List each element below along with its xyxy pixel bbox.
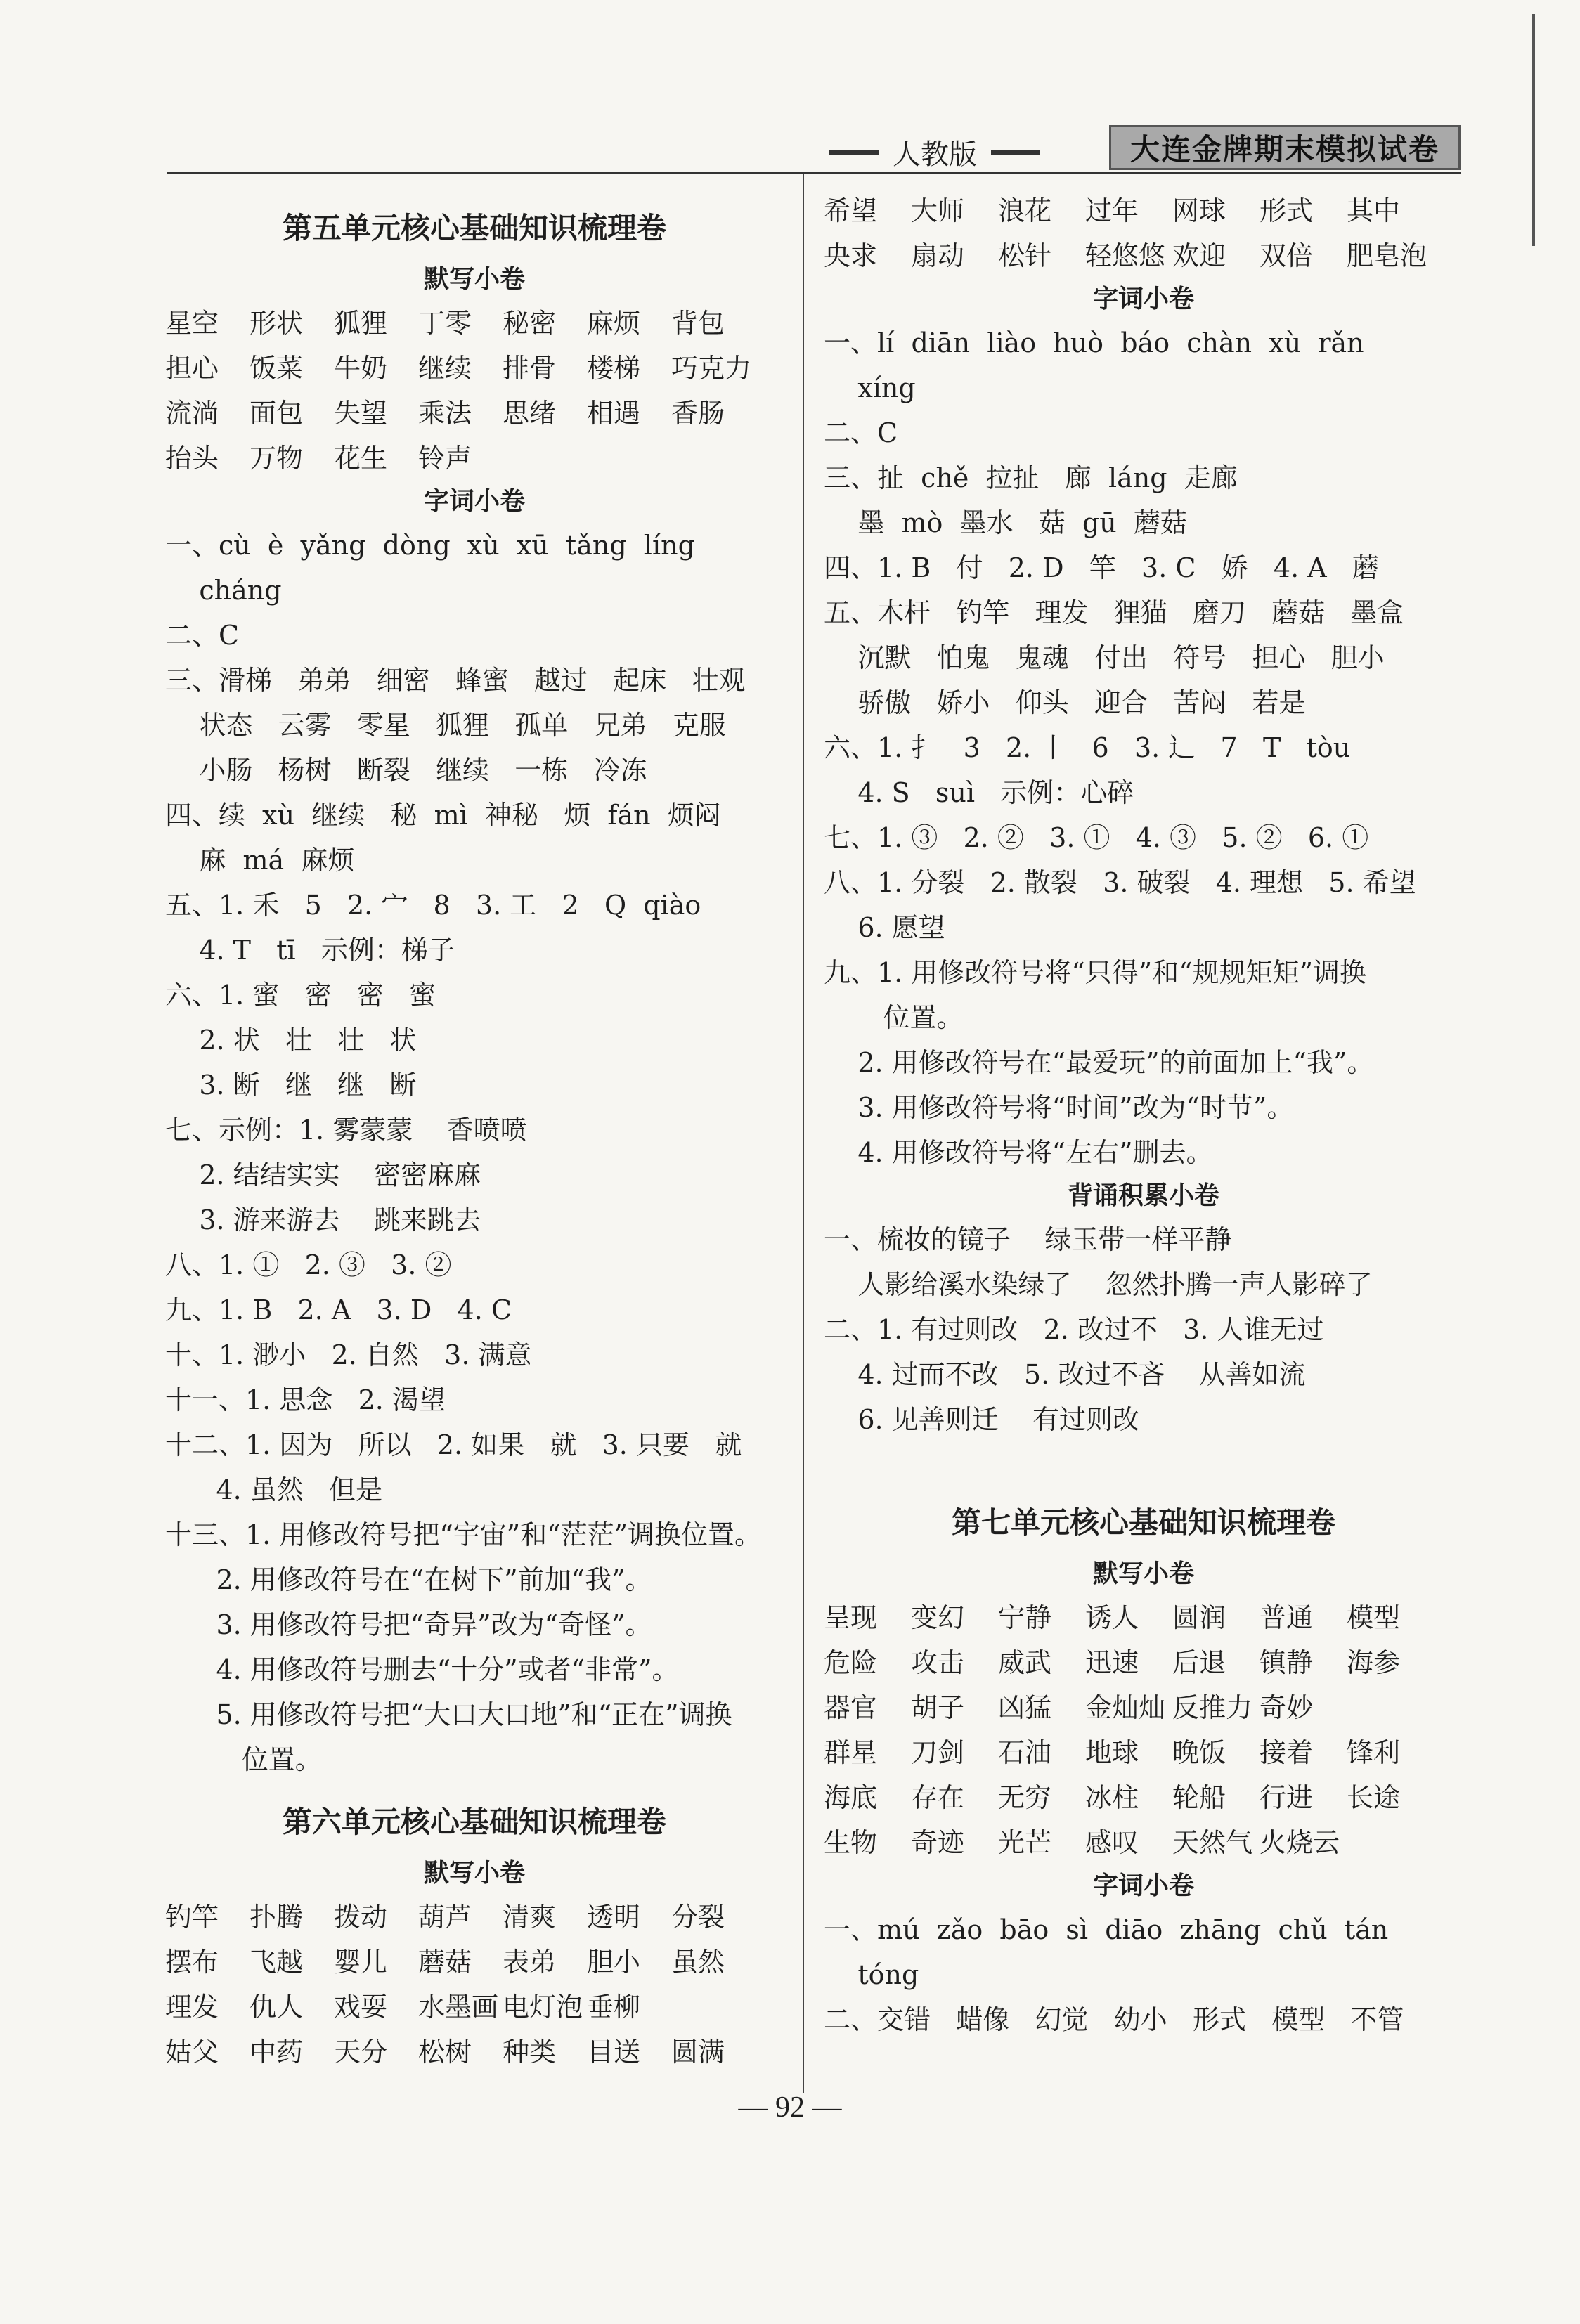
answer-line: 十、1. 渺小 2. 自然 3. 满意 xyxy=(165,1339,532,1370)
answer-line: 2. 用修改符号在“在树下”前加“我”。 xyxy=(165,1564,652,1595)
dictation-word: 双倍 xyxy=(1260,240,1314,271)
answer-line: 一、cù è yǎng dòng xù xū tǎng líng xyxy=(165,530,695,561)
unit7-dictation-grid xyxy=(824,1595,1463,1865)
dictation-word: 奇迹 xyxy=(911,1827,965,1858)
left-column xyxy=(165,188,784,2075)
dictation-word: 感叹 xyxy=(1085,1827,1139,1858)
answer-line: 四、1. B 付 2. D 竿 3. C 娇 4. A 蘑 xyxy=(824,552,1379,583)
dictation-word: 虽然 xyxy=(671,1947,725,1978)
edition-label: 人教版 xyxy=(893,138,977,171)
answer-line: 五、1. 禾 5 2. 宀 8 3. 工 2 Q qiào xyxy=(165,890,701,921)
dictation-word: 背包 xyxy=(671,308,725,339)
answer-line: 一、梳妆的镜子 绿玉带一样平静 xyxy=(824,1224,1232,1255)
answer-line: 七、1. ③ 2. ② 3. ① 4. ③ 5. ② 6. ① xyxy=(824,822,1369,853)
header-bar-left xyxy=(829,150,879,155)
unit5-title: 第五单元核心基础知识梳理卷 xyxy=(282,211,666,245)
unit6-title: 第六单元核心基础知识梳理卷 xyxy=(282,1805,666,1839)
dictation-word: 仇人 xyxy=(250,1992,304,2023)
answer-line: 一、lí diān liào huò báo chàn xù rǎn xyxy=(824,327,1364,358)
dictation-word: 扑腾 xyxy=(250,1902,304,1933)
dictation-word: 圆润 xyxy=(1172,1602,1226,1633)
answer-line: 七、示例：1. 雾蒙蒙 香喷喷 xyxy=(165,1115,527,1145)
dictation-word: 麻烦 xyxy=(587,308,641,339)
unit7-dictation-title: 默写小卷 xyxy=(1092,1559,1194,1588)
dictation-word: 圆满 xyxy=(671,2037,725,2067)
dictation-word: 戏耍 xyxy=(334,1992,388,2023)
dictation-row xyxy=(165,2030,784,2075)
dictation-word: 松树 xyxy=(418,2037,472,2067)
answer-line: 位置。 xyxy=(165,1744,322,1775)
unit6-dictation-grid-cont xyxy=(824,188,1463,278)
answer-line: 6. 愿望 xyxy=(824,912,945,943)
dictation-word: 乘法 xyxy=(418,398,472,429)
column-divider xyxy=(803,174,804,2093)
answer-line: 4. 过而不改 5. 改过不吝 从善如流 xyxy=(824,1359,1306,1390)
unit7-answers xyxy=(824,1907,1463,2042)
dictation-word: 星空 xyxy=(165,308,219,339)
answer-line: 十一、1. 思念 2. 渴望 xyxy=(165,1384,446,1415)
dictation-word: 呈现 xyxy=(824,1602,878,1633)
dictation-word: 摆布 xyxy=(165,1947,219,1978)
dictation-row xyxy=(165,301,784,346)
dictation-word: 镇静 xyxy=(1260,1647,1314,1678)
dictation-row xyxy=(165,346,784,391)
dictation-word: 目送 xyxy=(587,2037,641,2067)
dictation-word: 理发 xyxy=(165,1992,219,2023)
dictation-word: 希望 xyxy=(824,195,878,226)
unit7-words-title: 字词小卷 xyxy=(1092,1871,1194,1900)
answer-line: 八、1. ① 2. ③ 3. ② xyxy=(165,1249,452,1280)
dictation-word: 央求 xyxy=(824,240,878,271)
answer-line: 3. 用修改符号把“奇异”改为“奇怪”。 xyxy=(165,1609,652,1640)
unit5-words-title: 字词小卷 xyxy=(423,487,525,516)
dictation-word: 冰柱 xyxy=(1085,1782,1139,1813)
dictation-word: 扇动 xyxy=(911,240,965,271)
answer-line: 二、1. 有过则改 2. 改过不 3. 人谁无过 xyxy=(824,1314,1324,1345)
dictation-word: 思绪 xyxy=(503,398,557,429)
answer-line: 4. 用修改符号删去“十分”或者“非常”。 xyxy=(165,1654,679,1685)
dictation-row xyxy=(824,1595,1463,1640)
dictation-word: 蘑菇 xyxy=(418,1947,472,1978)
dictation-word: 牛奶 xyxy=(334,353,388,384)
answer-line: 人影给溪水染绿了 忽然扑腾一声人影碎了 xyxy=(824,1269,1373,1300)
dictation-word: 面包 xyxy=(250,398,304,429)
dictation-word: 形状 xyxy=(250,308,304,339)
answer-line: 2. 用修改符号在“最爱玩”的前面加上“我”。 xyxy=(824,1047,1374,1078)
dictation-word: 网球 xyxy=(1172,195,1226,226)
dictation-word: 后退 xyxy=(1172,1647,1226,1678)
unit6-words-title: 字词小卷 xyxy=(1092,285,1194,313)
dictation-word: 万物 xyxy=(250,443,304,474)
dictation-word: 过年 xyxy=(1085,195,1139,226)
dictation-row xyxy=(165,1985,784,2030)
dictation-word: 晚饭 xyxy=(1172,1737,1226,1768)
answer-line: 十三、1. 用修改符号把“宇宙”和“茫茫”调换位置。 xyxy=(165,1519,762,1550)
answer-line: 位置。 xyxy=(824,1002,964,1033)
page-number: — 92 — xyxy=(738,2091,842,2124)
unit6-dictation-title: 默写小卷 xyxy=(423,1859,525,1888)
page-edge-line xyxy=(1532,14,1535,246)
dictation-row xyxy=(165,436,784,481)
answer-line: 二、交错 蜡像 幻觉 幼小 形式 模型 不管 xyxy=(824,2004,1404,2035)
dictation-word: 垂柳 xyxy=(587,1992,641,2023)
dictation-word: 火烧云 xyxy=(1260,1827,1340,1858)
dictation-word: 其中 xyxy=(1347,195,1401,226)
dictation-word: 种类 xyxy=(503,2037,557,2067)
dictation-word: 飞越 xyxy=(250,1947,304,1978)
header-rule xyxy=(167,172,1461,174)
series-badge xyxy=(1109,125,1461,170)
dictation-word: 浪花 xyxy=(998,195,1052,226)
answer-line: 3. 游来游去 跳来跳去 xyxy=(165,1205,481,1235)
dictation-word: 攻击 xyxy=(911,1647,965,1678)
dictation-word: 天分 xyxy=(334,2037,388,2067)
dictation-word: 无穷 xyxy=(998,1782,1052,1813)
dictation-word: 胡子 xyxy=(911,1692,965,1723)
answer-line: 九、1. 用修改符号将“只得”和“规规矩矩”调换 xyxy=(824,957,1367,988)
dictation-row xyxy=(824,1685,1463,1730)
dictation-word: 地球 xyxy=(1085,1737,1139,1768)
dictation-row xyxy=(824,1820,1463,1865)
dictation-word: 大师 xyxy=(911,195,965,226)
dictation-word: 中药 xyxy=(250,2037,304,2067)
answer-line: 4. 虽然 但是 xyxy=(165,1474,383,1505)
dictation-word: 刀剑 xyxy=(911,1737,965,1768)
answer-line: 沉默 怕鬼 鬼魂 付出 符号 担心 胆小 xyxy=(824,642,1385,673)
answer-line: 3. 断 继 继 断 xyxy=(165,1070,417,1101)
answer-line: 三、滑梯 弟弟 细密 蜂蜜 越过 起床 壮观 xyxy=(165,665,746,696)
answer-line: 5. 用修改符号把“大口大口地”和“正在”调换 xyxy=(165,1699,732,1730)
dictation-word: 相遇 xyxy=(587,398,641,429)
dictation-word: 欢迎 xyxy=(1172,240,1226,271)
dictation-word: 花生 xyxy=(334,443,388,474)
answer-line: 三、扯 chě 拉扯 廊 láng 走廊 xyxy=(824,462,1238,493)
answer-line: 二、C xyxy=(165,620,240,651)
unit7-title: 第七单元核心基础知识梳理卷 xyxy=(951,1505,1335,1540)
dictation-word: 群星 xyxy=(824,1737,878,1768)
unit6-recite-answers xyxy=(824,1217,1463,1442)
dictation-word: 海底 xyxy=(824,1782,878,1813)
dictation-word: 分裂 xyxy=(671,1902,725,1933)
dictation-word: 普通 xyxy=(1260,1602,1314,1633)
dictation-word: 肥皂泡 xyxy=(1347,240,1427,271)
dictation-word: 行进 xyxy=(1260,1782,1314,1813)
dictation-word: 秘密 xyxy=(503,308,557,339)
dictation-word: 排骨 xyxy=(503,353,557,384)
answer-line: 6. 见善则迁 有过则改 xyxy=(824,1404,1139,1435)
dictation-word: 接着 xyxy=(1260,1737,1314,1768)
dictation-word: 流淌 xyxy=(165,398,219,429)
dictation-word: 担心 xyxy=(165,353,219,384)
dictation-word: 石油 xyxy=(998,1737,1052,1768)
dictation-word: 抬头 xyxy=(165,443,219,474)
dictation-word: 奇妙 xyxy=(1260,1692,1314,1723)
dictation-word: 表弟 xyxy=(503,1947,557,1978)
answer-line: 状态 云雾 零星 狐狸 孤单 兄弟 克服 xyxy=(165,710,726,741)
header-bar-right xyxy=(991,150,1040,155)
dictation-row xyxy=(165,1895,784,1940)
dictation-word: 拨动 xyxy=(334,1902,388,1933)
answer-line: 六、1. 扌 3 2. 丨 6 3. 辶 7 T tòu xyxy=(824,732,1351,763)
dictation-row xyxy=(165,391,784,436)
dictation-word: 存在 xyxy=(911,1782,965,1813)
answer-line: 麻 má 麻烦 xyxy=(165,845,355,876)
dictation-word: 迅速 xyxy=(1085,1647,1139,1678)
dictation-word: 轻悠悠 xyxy=(1085,240,1166,271)
dictation-word: 葫芦 xyxy=(418,1902,472,1933)
dictation-word: 婴儿 xyxy=(334,1947,388,1978)
answer-line: 八、1. 分裂 2. 散裂 3. 破裂 4. 理想 5. 希望 xyxy=(824,867,1416,898)
dictation-word: 姑父 xyxy=(165,2037,219,2067)
dictation-word: 危险 xyxy=(824,1647,878,1678)
answer-line: 一、mú zǎo bāo sì diāo zhāng chǔ tán xyxy=(824,1914,1389,1945)
dictation-word: 轮船 xyxy=(1172,1782,1226,1813)
dictation-row xyxy=(824,1775,1463,1820)
right-column xyxy=(824,188,1463,2042)
dictation-word: 胆小 xyxy=(587,1947,641,1978)
answer-line: 墨 mò 墨水 菇 gū 蘑菇 xyxy=(824,507,1187,538)
dictation-word: 钓竿 xyxy=(165,1902,219,1933)
answer-line: 小肠 杨树 断裂 继续 一栋 冷冻 xyxy=(165,755,647,786)
answer-line: 九、1. B 2. A 3. D 4. C xyxy=(165,1294,512,1325)
dictation-row xyxy=(824,233,1463,278)
dictation-word: 天然气 xyxy=(1172,1827,1253,1858)
dictation-word: 锋利 xyxy=(1347,1737,1401,1768)
dictation-word: 器官 xyxy=(824,1692,878,1723)
dictation-word: 清爽 xyxy=(503,1902,557,1933)
dictation-word: 凶猛 xyxy=(998,1692,1052,1723)
dictation-word: 透明 xyxy=(587,1902,641,1933)
dictation-word: 变幻 xyxy=(911,1602,965,1633)
dictation-word: 海参 xyxy=(1347,1647,1401,1678)
unit6-recite-title: 背诵积累小卷 xyxy=(1067,1181,1219,1210)
header-edition xyxy=(829,132,1040,172)
answer-line: 骄傲 娇小 仰头 迎合 苦闷 若是 xyxy=(824,687,1306,718)
answer-line: 二、C xyxy=(824,417,898,448)
dictation-row xyxy=(824,188,1463,233)
answer-line: 3. 用修改符号将“时间”改为“时节”。 xyxy=(824,1092,1294,1123)
answer-line: 4. S suì 示例：心碎 xyxy=(824,777,1134,808)
dictation-word: 丁零 xyxy=(418,308,472,339)
answer-line: cháng xyxy=(165,575,282,606)
dictation-row xyxy=(165,1940,784,1985)
answer-line: 五、木杆 钓竿 理发 狸猫 磨刀 蘑菇 墨盒 xyxy=(824,597,1404,628)
dictation-word: 反推力 xyxy=(1172,1692,1253,1723)
dictation-word: 形式 xyxy=(1260,195,1314,226)
unit5-dictation-title: 默写小卷 xyxy=(423,265,525,294)
dictation-word: 铃声 xyxy=(418,443,472,474)
answer-line: xíng xyxy=(824,372,916,403)
dictation-word: 金灿灿 xyxy=(1085,1692,1166,1723)
answer-line: 4. 用修改符号将“左右”删去。 xyxy=(824,1137,1213,1168)
dictation-word: 巧克力 xyxy=(671,353,752,384)
dictation-word: 诱人 xyxy=(1085,1602,1139,1633)
dictation-row xyxy=(824,1640,1463,1685)
dictation-word: 饭菜 xyxy=(250,353,304,384)
answer-line: 十二、1. 因为 所以 2. 如果 就 3. 只要 就 xyxy=(165,1429,742,1460)
dictation-word: 威武 xyxy=(998,1647,1052,1678)
dictation-word: 长途 xyxy=(1347,1782,1401,1813)
answer-line: 2. 状 壮 壮 状 xyxy=(165,1025,417,1056)
unit6-dictation-grid xyxy=(165,1895,784,2075)
dictation-word: 香肠 xyxy=(671,398,725,429)
dictation-word: 松针 xyxy=(998,240,1052,271)
unit5-dictation-grid xyxy=(165,301,784,481)
series-label: 大连金牌期末模拟试卷 xyxy=(1129,132,1439,167)
unit6-answers xyxy=(824,320,1463,1175)
unit5-answers xyxy=(165,523,784,1782)
answer-line: tóng xyxy=(824,1959,919,1990)
dictation-word: 继续 xyxy=(418,353,472,384)
dictation-word: 宁静 xyxy=(998,1602,1052,1633)
answer-line: 六、1. 蜜 密 密 蜜 xyxy=(165,980,436,1011)
answer-line: 四、续 xù 继续 秘 mì 神秘 烦 fán 烦闷 xyxy=(165,800,721,831)
answer-line: 4. T tī 示例：梯子 xyxy=(165,935,455,966)
dictation-word: 光芒 xyxy=(998,1827,1052,1858)
dictation-word: 模型 xyxy=(1347,1602,1401,1633)
dictation-word: 水墨画 xyxy=(418,1992,499,2023)
answer-line: 2. 结结实实 密密麻麻 xyxy=(165,1160,481,1190)
dictation-row xyxy=(824,1730,1463,1775)
dictation-word: 失望 xyxy=(334,398,388,429)
dictation-word: 生物 xyxy=(824,1827,878,1858)
dictation-word: 电灯泡 xyxy=(503,1992,583,2023)
dictation-word: 楼梯 xyxy=(587,353,641,384)
dictation-word: 狐狸 xyxy=(334,308,388,339)
